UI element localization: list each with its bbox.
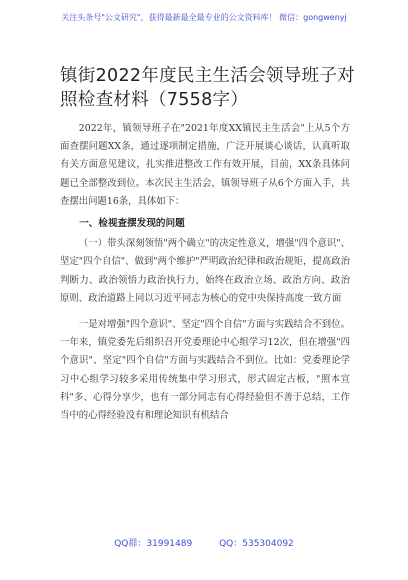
footer-qq: QQ：535304092 <box>219 539 294 549</box>
intro-paragraph: 2022年，镇领导班子在"2021年度XX镇民主生活会"上从5个方面查摆问题XX条，通过逐项制定措施，广泛开展谈心谈话，认真听取有关方面意见建议，扎实推进整改工作有效开展，目前，XX条具体问题已全部整改到位。本次民主生活会，镇领导班子从6个方面入手，共查摆出问题16条，具体如下： <box>60 123 350 207</box>
footer-qq-group: QQ群：31991489 <box>114 539 193 549</box>
footer-banner <box>0 536 408 549</box>
header-banner: 关注头条号"公文研究"，获得最新最全最专业的公文资料库！ 微信：gongwenyj <box>61 13 347 22</box>
issue-paragraph: 一是对增强"四个意识"、坚定"四个自信"方面与实践结合不到位。一年来，镇党委先后组织召开党委理论中心组学习12次，但在增强"四个意识"、坚定"四个自信"方面与实践结合不到位。比如：党委理论学习中心组学习较多采用传统集中学习形式，形式固定古板，"照本宣科"多、心得分享少，也有一部分同志有心得经验但不善于总结，工作当中的心得经验没有和理论知识有机结合 <box>60 319 350 422</box>
section-heading: 一、检视查摆发现的问题 <box>79 218 185 230</box>
document-title: 镇街2022年度民主生活会领导班子对照检查材料（7558字） <box>60 66 355 110</box>
document-body <box>60 120 350 425</box>
subsection-paragraph: （一）带头深刻领悟"两个确立"的决定性意义，增强"四个意识"、坚定"四个自信"、做到"两个维护"严明政治纪律和政治规矩，提高政治判断力、政治领悟力政治执行力，始终在政治立场、政治方向、政治原则、政治道路上同以习近平同志为核心的党中央保持高度一致方面 <box>60 238 350 304</box>
